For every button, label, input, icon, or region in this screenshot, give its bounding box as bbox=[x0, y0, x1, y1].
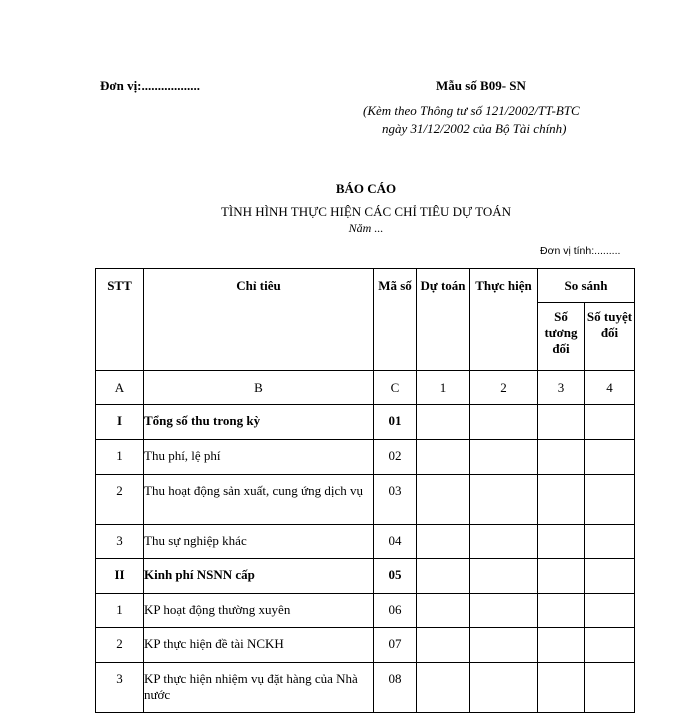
row-absolute bbox=[585, 440, 635, 475]
row-absolute bbox=[585, 405, 635, 440]
row-estimate bbox=[417, 440, 470, 475]
table-row bbox=[96, 475, 635, 525]
table-row bbox=[96, 525, 635, 559]
row-stt: 2 bbox=[96, 628, 144, 663]
row-code: 08 bbox=[374, 663, 417, 713]
row-indicator: KP thực hiện nhiệm vụ đặt hàng của Nhà nước bbox=[144, 663, 374, 713]
row-estimate bbox=[417, 628, 470, 663]
row-stt: 1 bbox=[96, 594, 144, 628]
row-code: 07 bbox=[374, 628, 417, 663]
letter-cell: B bbox=[144, 371, 374, 405]
row-code: 01 bbox=[374, 405, 417, 440]
row-actual bbox=[470, 475, 538, 525]
attachment-line-2: ngày 31/12/2002 của Bộ Tài chính) bbox=[382, 121, 567, 136]
row-code: 05 bbox=[374, 559, 417, 594]
unit-label: Đơn vị:.................. bbox=[100, 78, 201, 93]
header-code: Mã số bbox=[374, 269, 417, 371]
row-estimate bbox=[417, 663, 470, 713]
row-relative bbox=[538, 628, 585, 663]
row-indicator: Thu sự nghiệp khác bbox=[144, 525, 374, 559]
report-year: Năm ... bbox=[348, 221, 384, 235]
table-row bbox=[96, 405, 635, 440]
estimate-report-table bbox=[95, 268, 635, 713]
row-code: 04 bbox=[374, 525, 417, 559]
header-relative: Số tương đối bbox=[538, 303, 585, 371]
row-actual bbox=[470, 628, 538, 663]
attachment-line-1: (Kèm theo Thông tư số 121/2002/TT-BTC bbox=[363, 103, 580, 118]
row-indicator: Tổng số thu trong kỳ bbox=[144, 405, 374, 440]
row-indicator: Kinh phí NSNN cấp bbox=[144, 559, 374, 594]
row-actual bbox=[470, 594, 538, 628]
header-compare: So sánh bbox=[538, 269, 635, 303]
row-absolute bbox=[585, 525, 635, 559]
letter-cell: 4 bbox=[585, 371, 635, 405]
row-actual bbox=[470, 559, 538, 594]
row-relative bbox=[538, 594, 585, 628]
currency-unit-label: Đơn vị tính:......... bbox=[540, 245, 621, 257]
table-row bbox=[96, 663, 635, 713]
letter-cell: 3 bbox=[538, 371, 585, 405]
row-indicator: Thu phí, lệ phí bbox=[144, 440, 374, 475]
row-relative bbox=[538, 663, 585, 713]
row-code: 03 bbox=[374, 475, 417, 525]
form-code: Mẫu số B09- SN bbox=[436, 78, 526, 93]
header-actual: Thực hiện bbox=[470, 269, 538, 371]
row-actual bbox=[470, 525, 538, 559]
row-stt: II bbox=[96, 559, 144, 594]
table-row bbox=[96, 440, 635, 475]
table-row bbox=[96, 628, 635, 663]
table-row bbox=[96, 594, 635, 628]
row-estimate bbox=[417, 525, 470, 559]
row-actual bbox=[470, 440, 538, 475]
row-indicator: KP thực hiện đề tài NCKH bbox=[144, 628, 374, 663]
row-relative bbox=[538, 405, 585, 440]
row-relative bbox=[538, 559, 585, 594]
report-subtitle: TÌNH HÌNH THỰC HIỆN CÁC CHỈ TIÊU DỰ TOÁN bbox=[220, 204, 512, 219]
row-estimate bbox=[417, 405, 470, 440]
row-stt: 2 bbox=[96, 475, 144, 525]
row-indicator: Thu hoạt động sản xuất, cung ứng dịch vụ bbox=[144, 475, 374, 525]
header-absolute: Số tuyệt đối bbox=[585, 303, 635, 371]
column-letter-row bbox=[96, 371, 635, 405]
header-estimate: Dự toán bbox=[417, 269, 470, 371]
row-actual bbox=[470, 663, 538, 713]
row-absolute bbox=[585, 594, 635, 628]
row-stt: I bbox=[96, 405, 144, 440]
row-absolute bbox=[585, 663, 635, 713]
row-estimate bbox=[417, 594, 470, 628]
row-absolute bbox=[585, 559, 635, 594]
row-code: 02 bbox=[374, 440, 417, 475]
letter-cell: C bbox=[374, 371, 417, 405]
letter-cell: 2 bbox=[470, 371, 538, 405]
row-relative bbox=[538, 525, 585, 559]
header-stt: STT bbox=[96, 269, 144, 371]
row-absolute bbox=[585, 628, 635, 663]
row-relative bbox=[538, 475, 585, 525]
row-stt: 3 bbox=[96, 525, 144, 559]
table-row bbox=[96, 559, 635, 594]
row-estimate bbox=[417, 475, 470, 525]
report-title: BÁO CÁO bbox=[335, 181, 397, 196]
row-indicator: KP hoạt động thường xuyên bbox=[144, 594, 374, 628]
row-relative bbox=[538, 440, 585, 475]
letter-cell: 1 bbox=[417, 371, 470, 405]
letter-cell: A bbox=[96, 371, 144, 405]
row-estimate bbox=[417, 559, 470, 594]
row-stt: 1 bbox=[96, 440, 144, 475]
row-actual bbox=[470, 405, 538, 440]
header-indicator: Chỉ tiêu bbox=[144, 269, 374, 371]
row-code: 06 bbox=[374, 594, 417, 628]
row-stt: 3 bbox=[96, 663, 144, 713]
row-absolute bbox=[585, 475, 635, 525]
